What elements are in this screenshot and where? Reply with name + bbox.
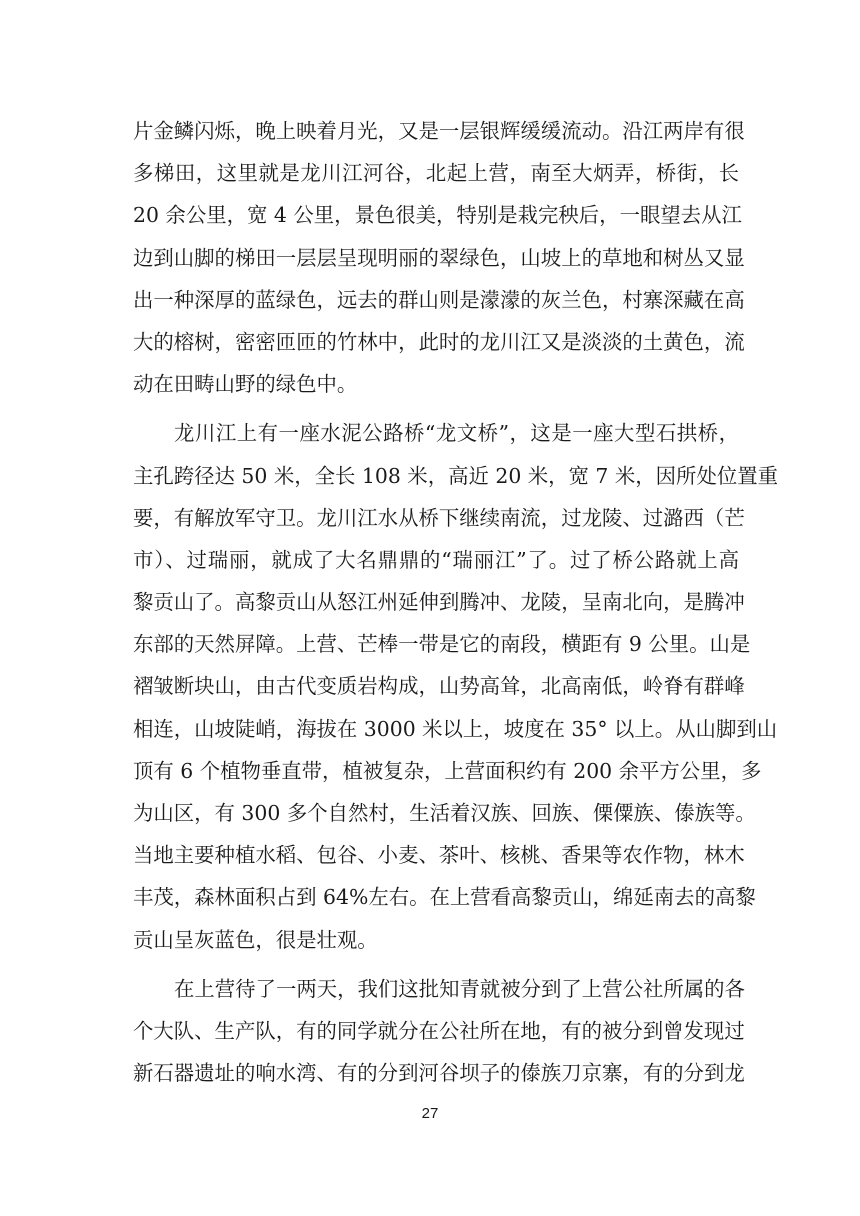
text-line: 黎贡山了。高黎贡山从怒江州延伸到腾冲、龙陵，呈南北向，是腾冲 bbox=[133, 590, 745, 615]
body-text bbox=[133, 110, 779, 1094]
text-line: 动在田畴山野的绿色中。 bbox=[133, 372, 358, 397]
text-line: 丰茂，森林面积占到 64%左右。在上营看高黎贡山，绵延南去的高黎 bbox=[133, 885, 756, 910]
page-number: 27 bbox=[421, 1105, 439, 1122]
text-line: 贡山呈灰蓝色，很是壮观。 bbox=[133, 927, 378, 952]
text-line: 个大队、生产队，有的同学就分在公社所在地，有的被分到曾发现过 bbox=[133, 1018, 745, 1043]
text-line: 当地主要种植水稻、包谷、小麦、茶叶、核桃、香果等农作物，林木 bbox=[133, 843, 745, 868]
text-line: 要，有解放军守卫。龙川江水从桥下继续南流，过龙陵、过潞西（芒 bbox=[133, 505, 745, 530]
text-line: 褶皱断块山，由古代变质岩构成，山势高耸，北高南低，岭脊有群峰 bbox=[133, 674, 745, 699]
text-line: 为山区，有 300 多个自然村，生活着汉族、回族、傈僳族、傣族等。 bbox=[133, 801, 756, 825]
text-line: 东部的天然屏障。上营、芒棒一带是它的南段，横距有 9 公里。山是 bbox=[133, 632, 751, 657]
text-line: 市）、过瑞丽，就成了大名鼎鼎的“瑞丽江”了。过了桥公路就上高 bbox=[133, 547, 739, 572]
text-line: 相连，山坡陡峭，海拔在 3000 米以上，坡度在 35° 以上。从山脚到山 bbox=[133, 716, 778, 741]
text-line: 龙川江上有一座水泥公路桥“龙文桥”，这是一座大型石拱桥， bbox=[174, 421, 739, 446]
text-line: 大的榕树，密密匝匝的竹林中，此时的龙川江又是淡淡的土黄色，流 bbox=[133, 329, 745, 354]
paragraph-2 bbox=[133, 412, 779, 960]
paragraph-1 bbox=[133, 110, 745, 405]
text-line: 多梯田，这里就是龙川江河谷，北起上营，南至大炳弄，桥街，长 bbox=[133, 161, 739, 186]
text-line: 在上营待了一两天，我们这批知青就被分到了上营公社所属的各 bbox=[174, 976, 745, 1001]
text-line: 出一种深厚的蓝绿色，远去的群山则是濛濛的灰兰色，村寨深藏在高 bbox=[133, 287, 745, 312]
text-line: 片金鳞闪烁，晚上映着月光，又是一层银辉缓缓流动。沿江两岸有很 bbox=[133, 119, 745, 143]
text-line: 新石器遗址的响水湾、有的分到河谷坝子的傣族刀京寨，有的分到龙 bbox=[133, 1061, 745, 1086]
text-line: 边到山脚的梯田一层层呈现明丽的翠绿色，山坡上的草地和树丛又显 bbox=[133, 245, 745, 270]
paragraph-3 bbox=[133, 968, 745, 1095]
text-line: 20 余公里，宽 4 公里，景色很美，特别是栽完秧后，一眼望去从江 bbox=[133, 203, 742, 228]
text-line: 顶有 6 个植物垂直带，植被复杂，上营面积约有 200 余平方公里，多 bbox=[133, 758, 762, 783]
text-line: 主孔跨径达 50 米，全长 108 米，高近 20 米，宽 7 米，因所处位置重 bbox=[133, 463, 779, 488]
